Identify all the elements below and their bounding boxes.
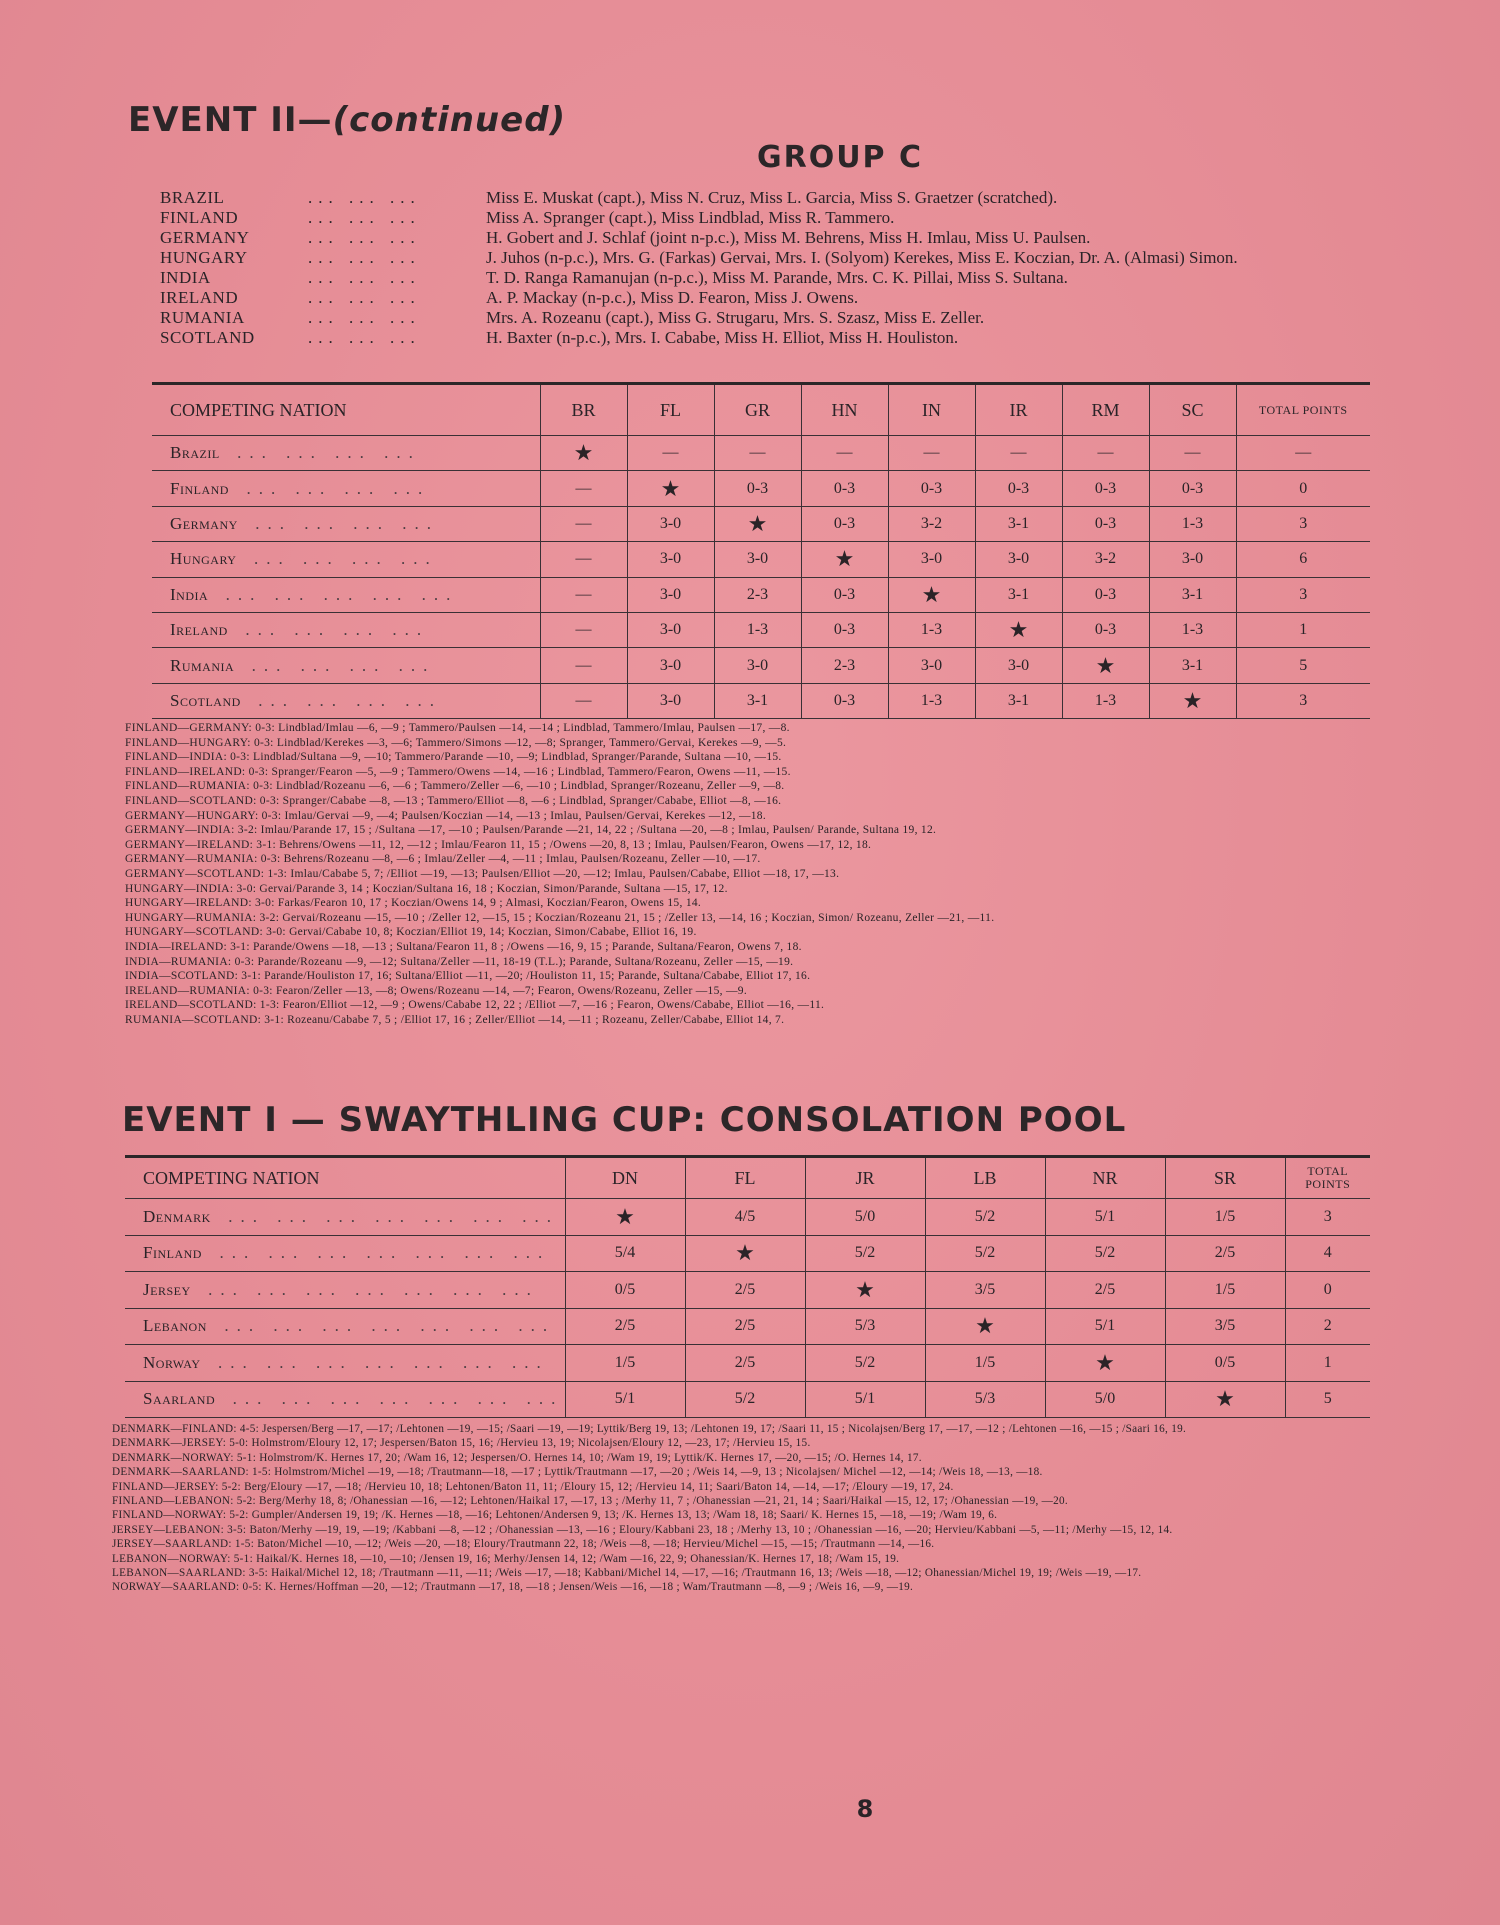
match-result: LEBANON—SAARLAND: 3-5: Haikal/Michel 12, 18; /Trautmann —11, —11; /Weis —17, —18; Kabbani/Michel 14, —17, —16; /Trautmann 16, 13; /Weis —18, —12; Ohanessian/Michel 19, 19; /Weis —19, —17. [112, 1567, 1142, 1580]
column-header: COMPETING NATION [152, 384, 540, 436]
score-cell: 3-1 [714, 683, 801, 718]
column-header: FL [685, 1157, 805, 1199]
match-result: JERSEY—SAARLAND: 1-5: Baton/Michel —10, —12; /Weis —20, —18; Eloury/Trautmann 22, 18; /Weis —8, —18; Hervieu/Michel —15, —15; /Trautmann —14, —16. [112, 1538, 935, 1551]
score-cell: 1/5 [925, 1345, 1045, 1382]
score-cell: 2-3 [801, 648, 888, 683]
nation-name: Brazil [170, 443, 220, 463]
score-cell: 3-0 [627, 542, 714, 577]
nation-cell [152, 612, 540, 647]
nation-cell [152, 683, 540, 718]
match-result: FINLAND—SCOTLAND: 0-3: Spranger/Cababe —8, —13 ; Tammero/Elliot —8, —6 ; Lindblad, Spranger/Cababe, Elliot —8, —16. [125, 794, 782, 807]
leader-dots: ... ... ... ... ... ... ... [219, 1243, 551, 1263]
team-name: FINLAND [160, 208, 239, 227]
team-row [160, 248, 1410, 268]
score-cell: 3-0 [627, 506, 714, 541]
score-cell: 3-0 [627, 612, 714, 647]
star-icon: ★ [540, 436, 627, 471]
score-cell: 0-3 [801, 471, 888, 506]
score-cell: — [540, 648, 627, 683]
table-header-row [125, 1157, 1370, 1199]
match-result: GERMANY—SCOTLAND: 1-3: Imlau/Cababe 5, 7; /Elliot —19, —13; Paulsen/Elliot —20, —12; Imlau, Paulsen/Cababe, Elliot —18, 17, —13. [125, 867, 840, 880]
column-header: HN [801, 384, 888, 436]
score-cell: 1 [1285, 1345, 1370, 1382]
team-row [160, 308, 1410, 328]
leader-dots: ... ... ... [308, 228, 421, 247]
score-cell: 3-1 [975, 683, 1062, 718]
score-cell: 4/5 [685, 1199, 805, 1236]
column-header: JR [805, 1157, 925, 1199]
score-cell: 0-3 [1062, 506, 1149, 541]
match-result: IRELAND—SCOTLAND: 1-3: Fearon/Elliot —12, —9 ; Owens/Cababe 12, 22 ; /Elliot —7, —16 ; Fearon, Owens/Cababe, Elliot —16, —11. [125, 999, 825, 1012]
leader-dots: ... ... ... ... [245, 620, 430, 640]
star-icon: ★ [1165, 1381, 1285, 1418]
team-members: H. Gobert and J. Schlaf (joint n-p.c.), Miss M. Behrens, Miss H. Imlau, Miss U. Paulsen. [486, 228, 1091, 247]
table-row [152, 648, 1370, 683]
score-cell: 1-3 [714, 612, 801, 647]
table-row [152, 683, 1370, 718]
star-icon: ★ [627, 471, 714, 506]
score-cell: 0 [1285, 1272, 1370, 1309]
team-members: Miss E. Muskat (capt.), Miss N. Cruz, Miss L. Garcia, Miss S. Graetzer (scratched). [486, 188, 1058, 207]
consolation-pool-table [125, 1155, 1370, 1418]
score-cell: 5/1 [805, 1381, 925, 1418]
group-c-table [152, 382, 1370, 719]
star-icon: ★ [1062, 648, 1149, 683]
team-row [160, 208, 1410, 228]
team-row [160, 288, 1410, 308]
leader-dots: ... ... ... [308, 288, 421, 307]
leader-dots: ... ... ... ... [258, 690, 443, 710]
match-result: GERMANY—RUMANIA: 0-3: Behrens/Rozeanu —8, —6 ; Imlau/Zeller —4, —11 ; Imlau, Paulsen/Rozeanu, Zeller —10, —17. [125, 853, 761, 866]
star-icon: ★ [685, 1235, 805, 1272]
column-header: IN [888, 384, 975, 436]
team-row [160, 228, 1410, 248]
score-cell: 1-3 [888, 683, 975, 718]
score-cell: 4 [1285, 1235, 1370, 1272]
score-cell: 3-1 [1149, 648, 1236, 683]
score-cell: 2-3 [714, 577, 801, 612]
star-icon: ★ [975, 612, 1062, 647]
score-cell: 3/5 [925, 1272, 1045, 1309]
table-row [125, 1199, 1370, 1236]
score-cell: 1/5 [1165, 1272, 1285, 1309]
page-number: 8 [856, 1795, 874, 1823]
score-cell: 0-3 [1062, 612, 1149, 647]
team-name: BRAZIL [160, 188, 225, 207]
event-1-heading: EVENT I — SWAYTHLING CUP: CONSOLATION POOL [122, 1100, 1127, 1140]
score-cell: 3-2 [888, 506, 975, 541]
nation-cell [125, 1199, 565, 1236]
score-cell: 1-3 [1149, 612, 1236, 647]
score-cell: 0-3 [801, 506, 888, 541]
table-row [152, 471, 1370, 506]
column-header: SR [1165, 1157, 1285, 1199]
leader-dots: ... ... ... ... ... ... ... [208, 1279, 539, 1299]
team-members: J. Juhos (n-p.c.), Mrs. G. (Farkas) Gervai, Mrs. I. (Solyom) Kerekes, Miss E. Koczian, Dr. A. (Almasi) Simon. [486, 248, 1238, 267]
star-icon: ★ [565, 1199, 685, 1236]
score-cell: 3-0 [888, 648, 975, 683]
match-result: DENMARK—NORWAY: 5-1: Holmstrom/K. Hernes 17, 20; /Wam 16, 12; Jespersen/O. Hernes 14, 10; /Wam 19, 19; Lyttik/K. Hernes 17, —20, —15; /O. Hernes 14, 17. [112, 1451, 922, 1464]
score-cell: — [540, 471, 627, 506]
score-cell: 1/5 [1165, 1199, 1285, 1236]
score-cell: 3-0 [714, 542, 801, 577]
score-cell: — [540, 683, 627, 718]
match-result: FINLAND—INDIA: 0-3: Lindblad/Sultana —9, —10; Tammero/Parande —10, —9; Lindblad, Spranger/Parande, Sultana —10, —15. [125, 751, 782, 764]
leader-dots: ... ... ... ... [253, 549, 438, 569]
score-cell: 3-0 [1149, 542, 1236, 577]
nation-name: Germany [170, 513, 238, 533]
nation-name: Hungary [170, 549, 237, 569]
score-cell: 2 [1285, 1308, 1370, 1345]
star-icon: ★ [714, 506, 801, 541]
score-cell: 1/5 [565, 1345, 685, 1382]
score-cell: 5 [1236, 648, 1370, 683]
match-result: FINLAND—IRELAND: 0-3: Spranger/Fearon —5, —9 ; Tammero/Owens —14, —16 ; Lindblad, Tammero/Fearon, Owens —11, —15. [125, 765, 791, 778]
leader-dots: ... ... ... ... ... ... ... [224, 1316, 556, 1336]
leader-dots: ... ... ... ... [246, 478, 431, 498]
score-cell: 3 [1236, 506, 1370, 541]
score-cell: — [975, 436, 1062, 471]
table-row [152, 612, 1370, 647]
match-result: IRELAND—RUMANIA: 0-3: Fearon/Zeller —13, —8; Owens/Rozeanu —14, —7; Fearon, Owens/Rozeanu, Zeller —15, —9. [125, 984, 748, 997]
score-cell: 0 [1236, 471, 1370, 506]
team-name: GERMANY [160, 228, 250, 247]
score-cell: — [1149, 436, 1236, 471]
table-row [152, 436, 1370, 471]
score-cell: 6 [1236, 542, 1370, 577]
match-result: DENMARK—JERSEY: 5-0: Holmstrom/Eloury 12, 17; Jespersen/Baton 15, 16; /Hervieu 13, 19; Nicolajsen/Eloury 12, —23, 17; /Hervieu 15, 15. [112, 1437, 811, 1450]
match-result: FINLAND—JERSEY: 5-2: Berg/Eloury —17, —18; /Hervieu 10, 18; Lehtonen/Baton 11, 11; /Eloury 15, 12; /Hervieu 14, 11; Saari/Baton 14, —14, —17; /Eloury —19, 17, 24. [112, 1480, 954, 1493]
nation-name: Denmark [143, 1206, 211, 1226]
score-cell: — [801, 436, 888, 471]
nation-name: Scotland [170, 690, 241, 710]
match-result: FINLAND—RUMANIA: 0-3: Lindblad/Rozeanu —6, —6 ; Tammero/Zeller —6, —10 ; Lindblad, Spranger/Rozeanu, Zeller —9, —8. [125, 780, 785, 793]
score-cell: 0-3 [801, 683, 888, 718]
column-header: BR [540, 384, 627, 436]
table-row [152, 542, 1370, 577]
group-c-results [125, 721, 1370, 1027]
table-row [125, 1308, 1370, 1345]
score-cell: 3-0 [627, 648, 714, 683]
column-header: GR [714, 384, 801, 436]
score-cell: 3-1 [975, 577, 1062, 612]
match-result: DENMARK—SAARLAND: 1-5: Holmstrom/Michel —19, —18; /Trautmann—18, —17 ; Lyttik/Trautmann —17, —20 ; /Weis 14, —9, 13 ; Nicolajsen/ Michel —12, —14; /Weis 18, —13, —18. [112, 1466, 1043, 1479]
match-result: RUMANIA—SCOTLAND: 3-1: Rozeanu/Cababe 7, 5 ; /Elliot 17, 16 ; Zeller/Elliot —14, —11 ; Rozeanu, Zeller/Cababe, Elliot 14, 7. [125, 1013, 785, 1026]
score-cell: 1-3 [1149, 506, 1236, 541]
match-result: FINLAND—NORWAY: 5-2: Gumpler/Andersen 19, 19; /K. Hernes —18, —16; Lehtonen/Andersen 9, 13; /K. Hernes 13, 13; /Wam 18, 18; Saari/ K. Hernes 15, —18, —19; /Wam 19, 6. [112, 1509, 998, 1522]
score-cell: 5/0 [1045, 1381, 1165, 1418]
score-cell: 3 [1236, 683, 1370, 718]
score-cell: 5/0 [805, 1199, 925, 1236]
column-header: RM [1062, 384, 1149, 436]
score-cell: 2/5 [685, 1308, 805, 1345]
match-result: HUNGARY—INDIA: 3-0: Gervai/Parande 3, 14 ; Koczian/Sultana 16, 18 ; Koczian, Simon/Parande, Sultana —15, 17, 12. [125, 882, 728, 895]
nation-name: Jersey [143, 1279, 191, 1299]
table-row [125, 1235, 1370, 1272]
score-cell: 0-3 [1149, 471, 1236, 506]
column-header: COMPETING NATION [125, 1157, 565, 1199]
score-cell: — [627, 436, 714, 471]
nation-cell [152, 577, 540, 612]
leader-dots: ... ... ... [308, 328, 421, 347]
score-cell: 0-3 [801, 612, 888, 647]
score-cell: 3-0 [714, 648, 801, 683]
score-cell: 0/5 [565, 1272, 685, 1309]
group-c-heading: GROUP C [756, 140, 924, 175]
score-cell: 3-0 [888, 542, 975, 577]
nation-name: Lebanon [143, 1316, 207, 1336]
score-cell: 5/4 [565, 1235, 685, 1272]
nation-cell [152, 506, 540, 541]
score-cell: 5 [1285, 1381, 1370, 1418]
star-icon: ★ [925, 1308, 1045, 1345]
team-roster [160, 188, 1410, 348]
score-cell: 5/1 [1045, 1199, 1165, 1236]
leader-dots: ... ... ... ... ... ... ... [218, 1352, 549, 1372]
match-result: GERMANY—IRELAND: 3-1: Behrens/Owens —11, 12, —12 ; Imlau/Fearon 11, 15 ; /Owens —20, 8, 13 ; Imlau, Paulsen/Fearon, Owens —17, 12, 18. [125, 838, 872, 851]
column-header: DN [565, 1157, 685, 1199]
score-cell: 5/2 [805, 1235, 925, 1272]
score-cell: 3-0 [975, 648, 1062, 683]
star-icon: ★ [888, 577, 975, 612]
nation-cell [152, 648, 540, 683]
team-name: IRELAND [160, 288, 239, 307]
score-cell: — [540, 542, 627, 577]
match-result: GERMANY—INDIA: 3-2: Imlau/Parande 17, 15 ; /Sultana —17, —10 ; Paulsen/Parande —21, 14, 22 ; /Sultana —20, —8 ; Imlau, Paulsen/ Parande, Sultana 19, 12. [125, 824, 937, 837]
table-row [152, 577, 1370, 612]
leader-dots: ... ... ... ... ... ... ... [228, 1206, 560, 1226]
match-result: LEBANON—NORWAY: 5-1: Haikal/K. Hernes 18, —10, —10; /Jensen 19, 16; Merhy/Jensen 14, 12; /Wam —16, 22, 9; Ohanessian/K. Hernes 17, 18; /Wam 15, 19. [112, 1552, 900, 1565]
table-row [125, 1272, 1370, 1309]
score-cell: — [1062, 436, 1149, 471]
score-cell: 0-3 [801, 577, 888, 612]
score-cell: 0-3 [714, 471, 801, 506]
match-result: INDIA—SCOTLAND: 3-1: Parande/Houliston 17, 16; Sultana/Elliot —11, —20; /Houliston 11, 15; Parande, Sultana/Cababe, Elliot 17, 16. [125, 970, 811, 983]
match-result: HUNGARY—IRELAND: 3-0: Farkas/Fearon 10, 17 ; Koczian/Owens 14, 9 ; Almasi, Koczian/Fearon, Owens 15, 14. [125, 897, 702, 910]
star-icon: ★ [805, 1272, 925, 1309]
match-result: HUNGARY—RUMANIA: 3-2: Gervai/Rozeanu —15, —10 ; /Zeller 12, —15, 15 ; Koczian/Rozeanu 21, 15 ; /Zeller 13, —14, 16 ; Koczian, Simon/ Rozeanu, Zeller —21, —11. [125, 911, 995, 924]
nation-name: Norway [143, 1352, 201, 1372]
nation-cell [152, 542, 540, 577]
leader-dots: ... ... ... [308, 308, 421, 327]
leader-dots: ... ... ... ... ... ... ... [232, 1389, 564, 1409]
score-cell: 0-3 [1062, 471, 1149, 506]
score-cell: 3-0 [627, 577, 714, 612]
event-2-continued: (continued) [332, 100, 567, 140]
match-result: INDIA—RUMANIA: 0-3: Parande/Rozeanu —9, —12; Sultana/Zeller —11, 18-19 (T.L.); Parande, Sultana/Rozeanu, Zeller —15, —19. [125, 955, 794, 968]
star-icon: ★ [1045, 1345, 1165, 1382]
consolation-pool-results [112, 1422, 1374, 1595]
team-members: Mrs. A. Rozeanu (capt.), Miss G. Strugaru, Mrs. S. Szasz, Miss E. Zeller. [486, 308, 985, 327]
star-icon: ★ [801, 542, 888, 577]
score-cell: 1-3 [1062, 683, 1149, 718]
team-name: RUMANIA [160, 308, 245, 327]
team-members: T. D. Ranga Ramanujan (n-p.c.), Miss M. Parande, Mrs. C. K. Pillai, Miss S. Sultana. [486, 268, 1068, 287]
score-cell: 5/1 [1045, 1308, 1165, 1345]
match-result: GERMANY—HUNGARY: 0-3: Imlau/Gervai —9, —4; Paulsen/Koczian —14, —13 ; Imlau, Paulsen/Gervai, Kerekes —12, —18. [125, 809, 767, 822]
score-cell: 0-3 [975, 471, 1062, 506]
score-cell: — [714, 436, 801, 471]
score-cell: 1 [1236, 612, 1370, 647]
score-cell: 3-0 [975, 542, 1062, 577]
team-name: INDIA [160, 268, 211, 287]
team-name: SCOTLAND [160, 328, 255, 347]
star-icon: ★ [1149, 683, 1236, 718]
team-row [160, 268, 1410, 288]
score-cell: — [540, 506, 627, 541]
column-header: NR [1045, 1157, 1165, 1199]
nation-name: Rumania [170, 655, 235, 675]
match-result: JERSEY—LEBANON: 3-5: Baton/Merhy —19, 19, —19; /Kabbani —8, —12 ; /Ohanessian —13, —16 ; Eloury/Kabbani 23, 18 ; /Merhy 13, 10 ; /Ohanessian —16, —20; Hervieu/Kabbani —5, —11; /Merhy —15, 12, 14. [112, 1523, 1173, 1536]
match-result: HUNGARY—SCOTLAND: 3-0: Gervai/Cababe 10, 8; Koczian/Elliot 19, 14; Koczian, Simon/Cababe, Elliot 16, 19. [125, 926, 697, 939]
event-2-title: EVENT II— [128, 100, 333, 140]
score-cell: 0-3 [888, 471, 975, 506]
leader-dots: ... ... ... [308, 268, 421, 287]
team-members: H. Baxter (n-p.c.), Mrs. I. Cababe, Miss H. Elliot, Miss H. Houliston. [486, 328, 959, 347]
score-cell: 0-3 [1062, 577, 1149, 612]
nation-cell [125, 1308, 565, 1345]
score-cell: 2/5 [565, 1308, 685, 1345]
score-cell: — [888, 436, 975, 471]
score-cell: 3 [1285, 1199, 1370, 1236]
match-result: FINLAND—GERMANY: 0-3: Lindblad/Imlau —6, —9 ; Tammero/Paulsen —14, —14 ; Lindblad, Tammero/Imlau, Paulsen —17, —8. [125, 722, 790, 734]
score-cell: 2/5 [1165, 1235, 1285, 1272]
score-cell: 2/5 [685, 1345, 805, 1382]
leader-dots: ... ... ... ... ... [225, 584, 459, 604]
column-header: SC [1149, 384, 1236, 436]
leader-dots: ... ... ... ... [251, 655, 436, 675]
score-cell: 5/2 [805, 1345, 925, 1382]
score-cell: — [540, 612, 627, 647]
match-result: INDIA—IRELAND: 3-1: Parande/Owens —18, —13 ; Sultana/Fearon 11, 8 ; /Owens —16, 9, 15 ; Parande, Sultana/Fearon, Owens 7, 18. [125, 940, 802, 953]
match-result: FINLAND—HUNGARY: 0-3: Lindblad/Kerekes —3, —6; Tammero/Simons —12, —8; Spranger, Tammero/Gervai, Kerekes —9, —5. [125, 736, 787, 749]
column-header: FL [627, 384, 714, 436]
nation-cell [125, 1345, 565, 1382]
score-cell: 3-0 [627, 683, 714, 718]
score-cell: 5/3 [805, 1308, 925, 1345]
score-cell: 5/1 [565, 1381, 685, 1418]
nation-cell [125, 1381, 565, 1418]
score-cell: 0/5 [1165, 1345, 1285, 1382]
column-header: TOTAL POINTS [1236, 384, 1370, 436]
table-header-row [152, 384, 1370, 436]
nation-name: Saarland [143, 1389, 216, 1409]
nation-cell [125, 1235, 565, 1272]
event-2-heading [128, 100, 566, 140]
table-row [125, 1345, 1370, 1382]
nation-name: Ireland [170, 620, 228, 640]
table-row [152, 506, 1370, 541]
leader-dots: ... ... ... [308, 248, 421, 267]
leader-dots: ... ... ... ... [255, 513, 440, 533]
score-cell: 3-1 [1149, 577, 1236, 612]
leader-dots: ... ... ... [308, 188, 421, 207]
score-cell: 5/2 [925, 1199, 1045, 1236]
leader-dots: ... ... ... [308, 208, 421, 227]
score-cell: 5/2 [1045, 1235, 1165, 1272]
match-result: DENMARK—FINLAND: 4-5: Jespersen/Berg —17, —17; /Lehtonen —19, —15; /Saari —19, —19; Lyttik/Berg 19, 13; /Lehtonen 19, 17; /Saari 11, 15 ; Nicolajsen/Berg 17, —17, —12 ; /Lehtonen —16, —15 ; /Saari 16, 19. [112, 1423, 1187, 1435]
score-cell: 3-2 [1062, 542, 1149, 577]
score-cell: 5/2 [925, 1235, 1045, 1272]
table-row [125, 1381, 1370, 1418]
nation-name: India [170, 584, 209, 604]
nation-name: Finland [143, 1243, 202, 1263]
score-cell: 2/5 [685, 1272, 805, 1309]
nation-name: Finland [170, 478, 229, 498]
nation-cell [152, 436, 540, 471]
score-cell: 2/5 [1045, 1272, 1165, 1309]
team-members: Miss A. Spranger (capt.), Miss Lindblad, Miss R. Tammero. [486, 208, 895, 227]
score-cell: 1-3 [888, 612, 975, 647]
score-cell: 3 [1236, 577, 1370, 612]
team-row [160, 328, 1410, 348]
nation-cell [125, 1272, 565, 1309]
score-cell: 5/3 [925, 1381, 1045, 1418]
column-header: LB [925, 1157, 1045, 1199]
column-header: IR [975, 384, 1062, 436]
nation-cell [152, 471, 540, 506]
team-name: HUNGARY [160, 248, 248, 267]
column-header: TOTAL POINTS [1285, 1157, 1370, 1199]
score-cell: — [1236, 436, 1370, 471]
score-cell: 5/2 [685, 1381, 805, 1418]
leader-dots: ... ... ... ... [237, 443, 421, 463]
score-cell: 3-1 [975, 506, 1062, 541]
score-cell: 3/5 [1165, 1308, 1285, 1345]
match-result: NORWAY—SAARLAND: 0-5: K. Hernes/Hoffman —20, —12; /Trautmann —17, 18, —18 ; Jensen/Weis —16, —18 ; Wam/Trautmann —8, —9 ; /Weis 16, —9, —19. [112, 1581, 914, 1594]
score-cell: — [540, 577, 627, 612]
match-result: FINLAND—LEBANON: 5-2: Berg/Merhy 18, 8; /Ohanessian —16, —12; Lehtonen/Haikal 17, —17, 13 ; /Merhy 11, 7 ; /Ohanessian —21, 21, 14 ; Saari/Haikal —15, 12, 17; /Ohanessian —19, —20. [112, 1495, 1069, 1508]
team-row [160, 188, 1410, 208]
team-members: A. P. Mackay (n-p.c.), Miss D. Fearon, Miss J. Owens. [486, 288, 859, 307]
